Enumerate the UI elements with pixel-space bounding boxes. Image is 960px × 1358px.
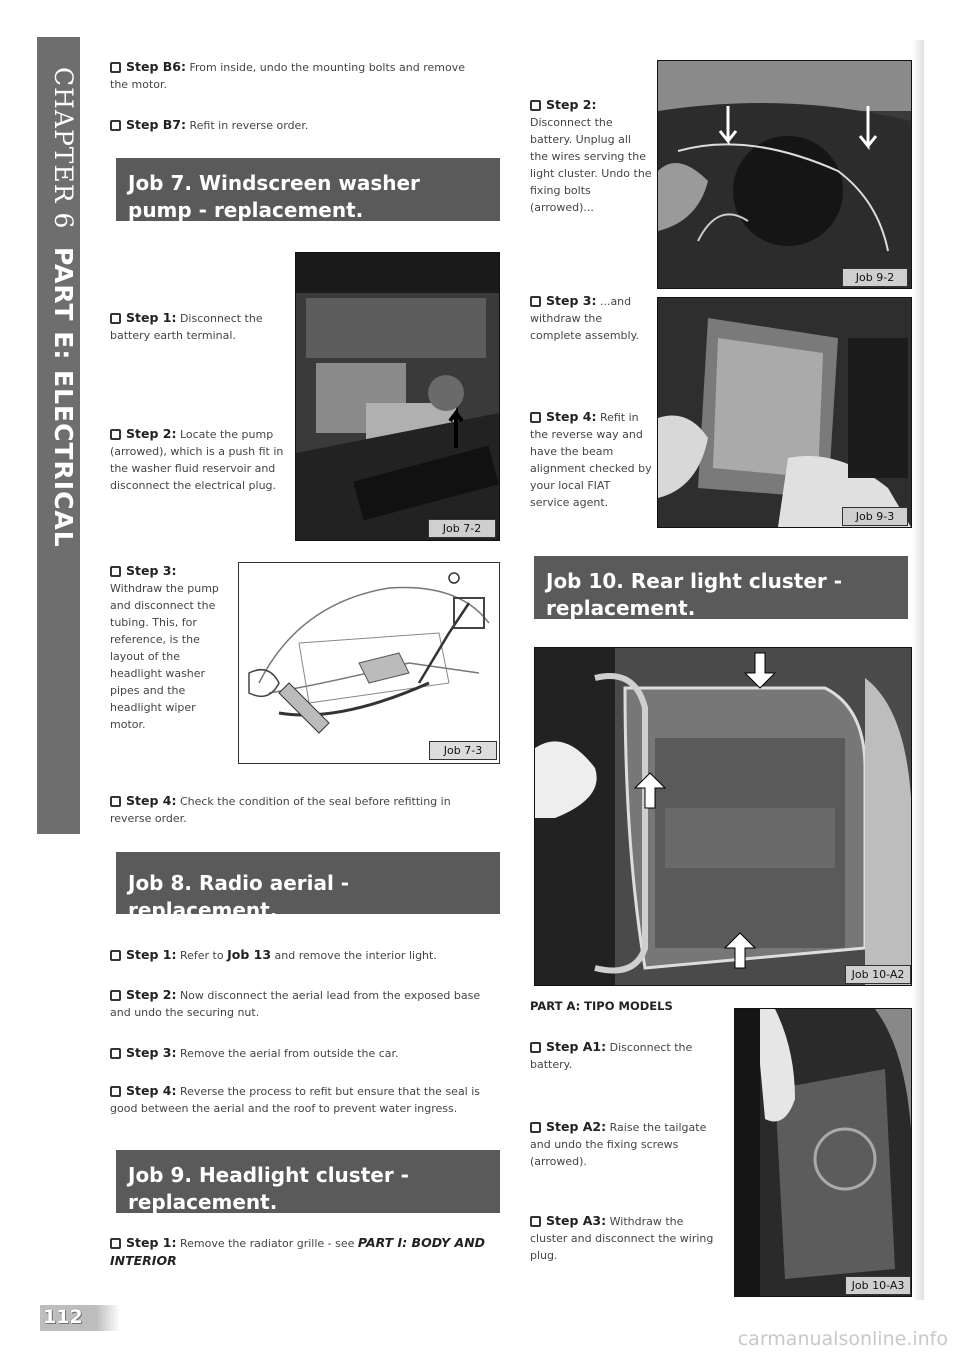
chapter-title: CHAPTER 6 — [49, 67, 78, 230]
job10-banner — [534, 556, 908, 619]
job9-step3: Step 3: ...and withdraw the complete assembly. — [530, 293, 640, 342]
page-edge-shadow — [912, 40, 924, 1300]
checkbox-icon — [110, 313, 121, 324]
job9-title: Job 9. Headlight cluster - replacement. — [128, 1163, 409, 1214]
checkbox-icon — [530, 412, 541, 423]
job7-step4: Step 4: Check the condition of the seal before refitting in reverse order. — [110, 793, 451, 825]
photo-caption: Job 7-2 — [428, 519, 496, 538]
checkbox-icon — [110, 990, 121, 1001]
washer-pipes-diagram — [238, 562, 500, 764]
checkbox-icon — [530, 1122, 541, 1133]
job9-step1: Step 1: Remove the radiator grille - see PART I: BODY AND INTERIOR — [110, 1235, 486, 1268]
job8-title: Job 8. Radio aerial - replacement. — [128, 871, 350, 922]
checkbox-icon — [110, 950, 121, 961]
checkbox-icon — [530, 1042, 541, 1053]
checkbox-icon — [110, 1086, 121, 1097]
job8-step3: Step 3: Remove the aerial from outside the car. — [110, 1044, 495, 1062]
job9-step2: Step 2: Disconnect the battery. Unplug all the wires serving the light cluster. Undo the fixing bolts (arrowed)... — [530, 97, 652, 214]
checkbox-icon — [530, 1216, 541, 1227]
job7-title: Job 7. Windscreen washer pump - replacement. — [128, 171, 420, 222]
job10-step-a2: Step A2: Raise the tailgate and undo the fixing screws (arrowed). — [530, 1119, 707, 1168]
page-number: 112 — [43, 1306, 83, 1328]
photo-caption: Job 9-2 — [842, 268, 908, 287]
job10-step-a3: Step A3: Withdraw the cluster and disconnect the wiring plug. — [530, 1213, 714, 1262]
checkbox-icon — [110, 120, 121, 131]
job10-title: Job 10. Rear light cluster - replacement. — [546, 569, 843, 620]
chapter-sidebar — [37, 37, 80, 834]
photo-caption: Job 10-A2 — [845, 965, 911, 984]
checkbox-icon — [110, 429, 121, 440]
photo-caption: Job 9-3 — [842, 507, 908, 526]
page-number-tab — [40, 1305, 120, 1331]
rear-cluster-removal-photo — [734, 1008, 912, 1297]
part-a-heading: PART A: TIPO MODELS — [530, 999, 673, 1013]
job8-step2: Step 2: Now disconnect the aerial lead from the exposed base and undo the securing nut. — [110, 987, 481, 1019]
checkbox-icon — [110, 62, 121, 73]
checkbox-icon — [110, 1238, 121, 1249]
job8-step1: Step 1: Refer to Job 13 and remove the interior light. — [110, 946, 495, 964]
step-b7: Step B7: Refit in reverse order. — [110, 116, 480, 134]
job7-step1: Step 1: Disconnect the battery earth terminal. — [110, 310, 263, 342]
job7-banner — [116, 158, 500, 221]
job10-step-a1: Step A1: Disconnect the battery. — [530, 1039, 693, 1071]
headlight-removal-photo — [657, 297, 912, 528]
checkbox-icon — [110, 566, 121, 577]
engine-bay-photo — [295, 252, 500, 541]
step-b6: Step B6: From inside, undo the mounting bolts and remove the motor. — [110, 59, 465, 91]
job7-step2: Step 2: Locate the pump (arrowed), which is a push fit in the washer fluid reservoir and disconnect the electrical plug. — [110, 426, 284, 492]
part-title: PART E: ELECTRICAL — [49, 247, 78, 549]
job8-banner — [116, 852, 500, 922]
checkbox-icon — [530, 100, 541, 111]
watermark: carmanualsonline.info — [737, 1328, 948, 1350]
checkbox-icon — [110, 1048, 121, 1059]
job9-step4: Step 4: Refit in the reverse way and have the beam alignment checked by your local FIAT service agent. — [530, 409, 652, 509]
job9-banner — [116, 1150, 500, 1213]
checkbox-icon — [530, 296, 541, 307]
photo-caption: Job 10-A3 — [845, 1276, 911, 1295]
job8-step4: Step 4: Reverse the process to refit but ensure that the seal is good between the aerial and the roof to prevent water ingress. — [110, 1083, 481, 1115]
headlight-wiring-photo — [657, 60, 912, 289]
job7-step3: Step 3: Withdraw the pump and disconnect the tubing. This, for reference, is the layout of the headlight washer pipes and the headlight wiper motor. — [110, 563, 219, 731]
rear-light-photo — [534, 647, 912, 986]
checkbox-icon — [110, 796, 121, 807]
diagram-caption: Job 7-3 — [429, 741, 497, 760]
